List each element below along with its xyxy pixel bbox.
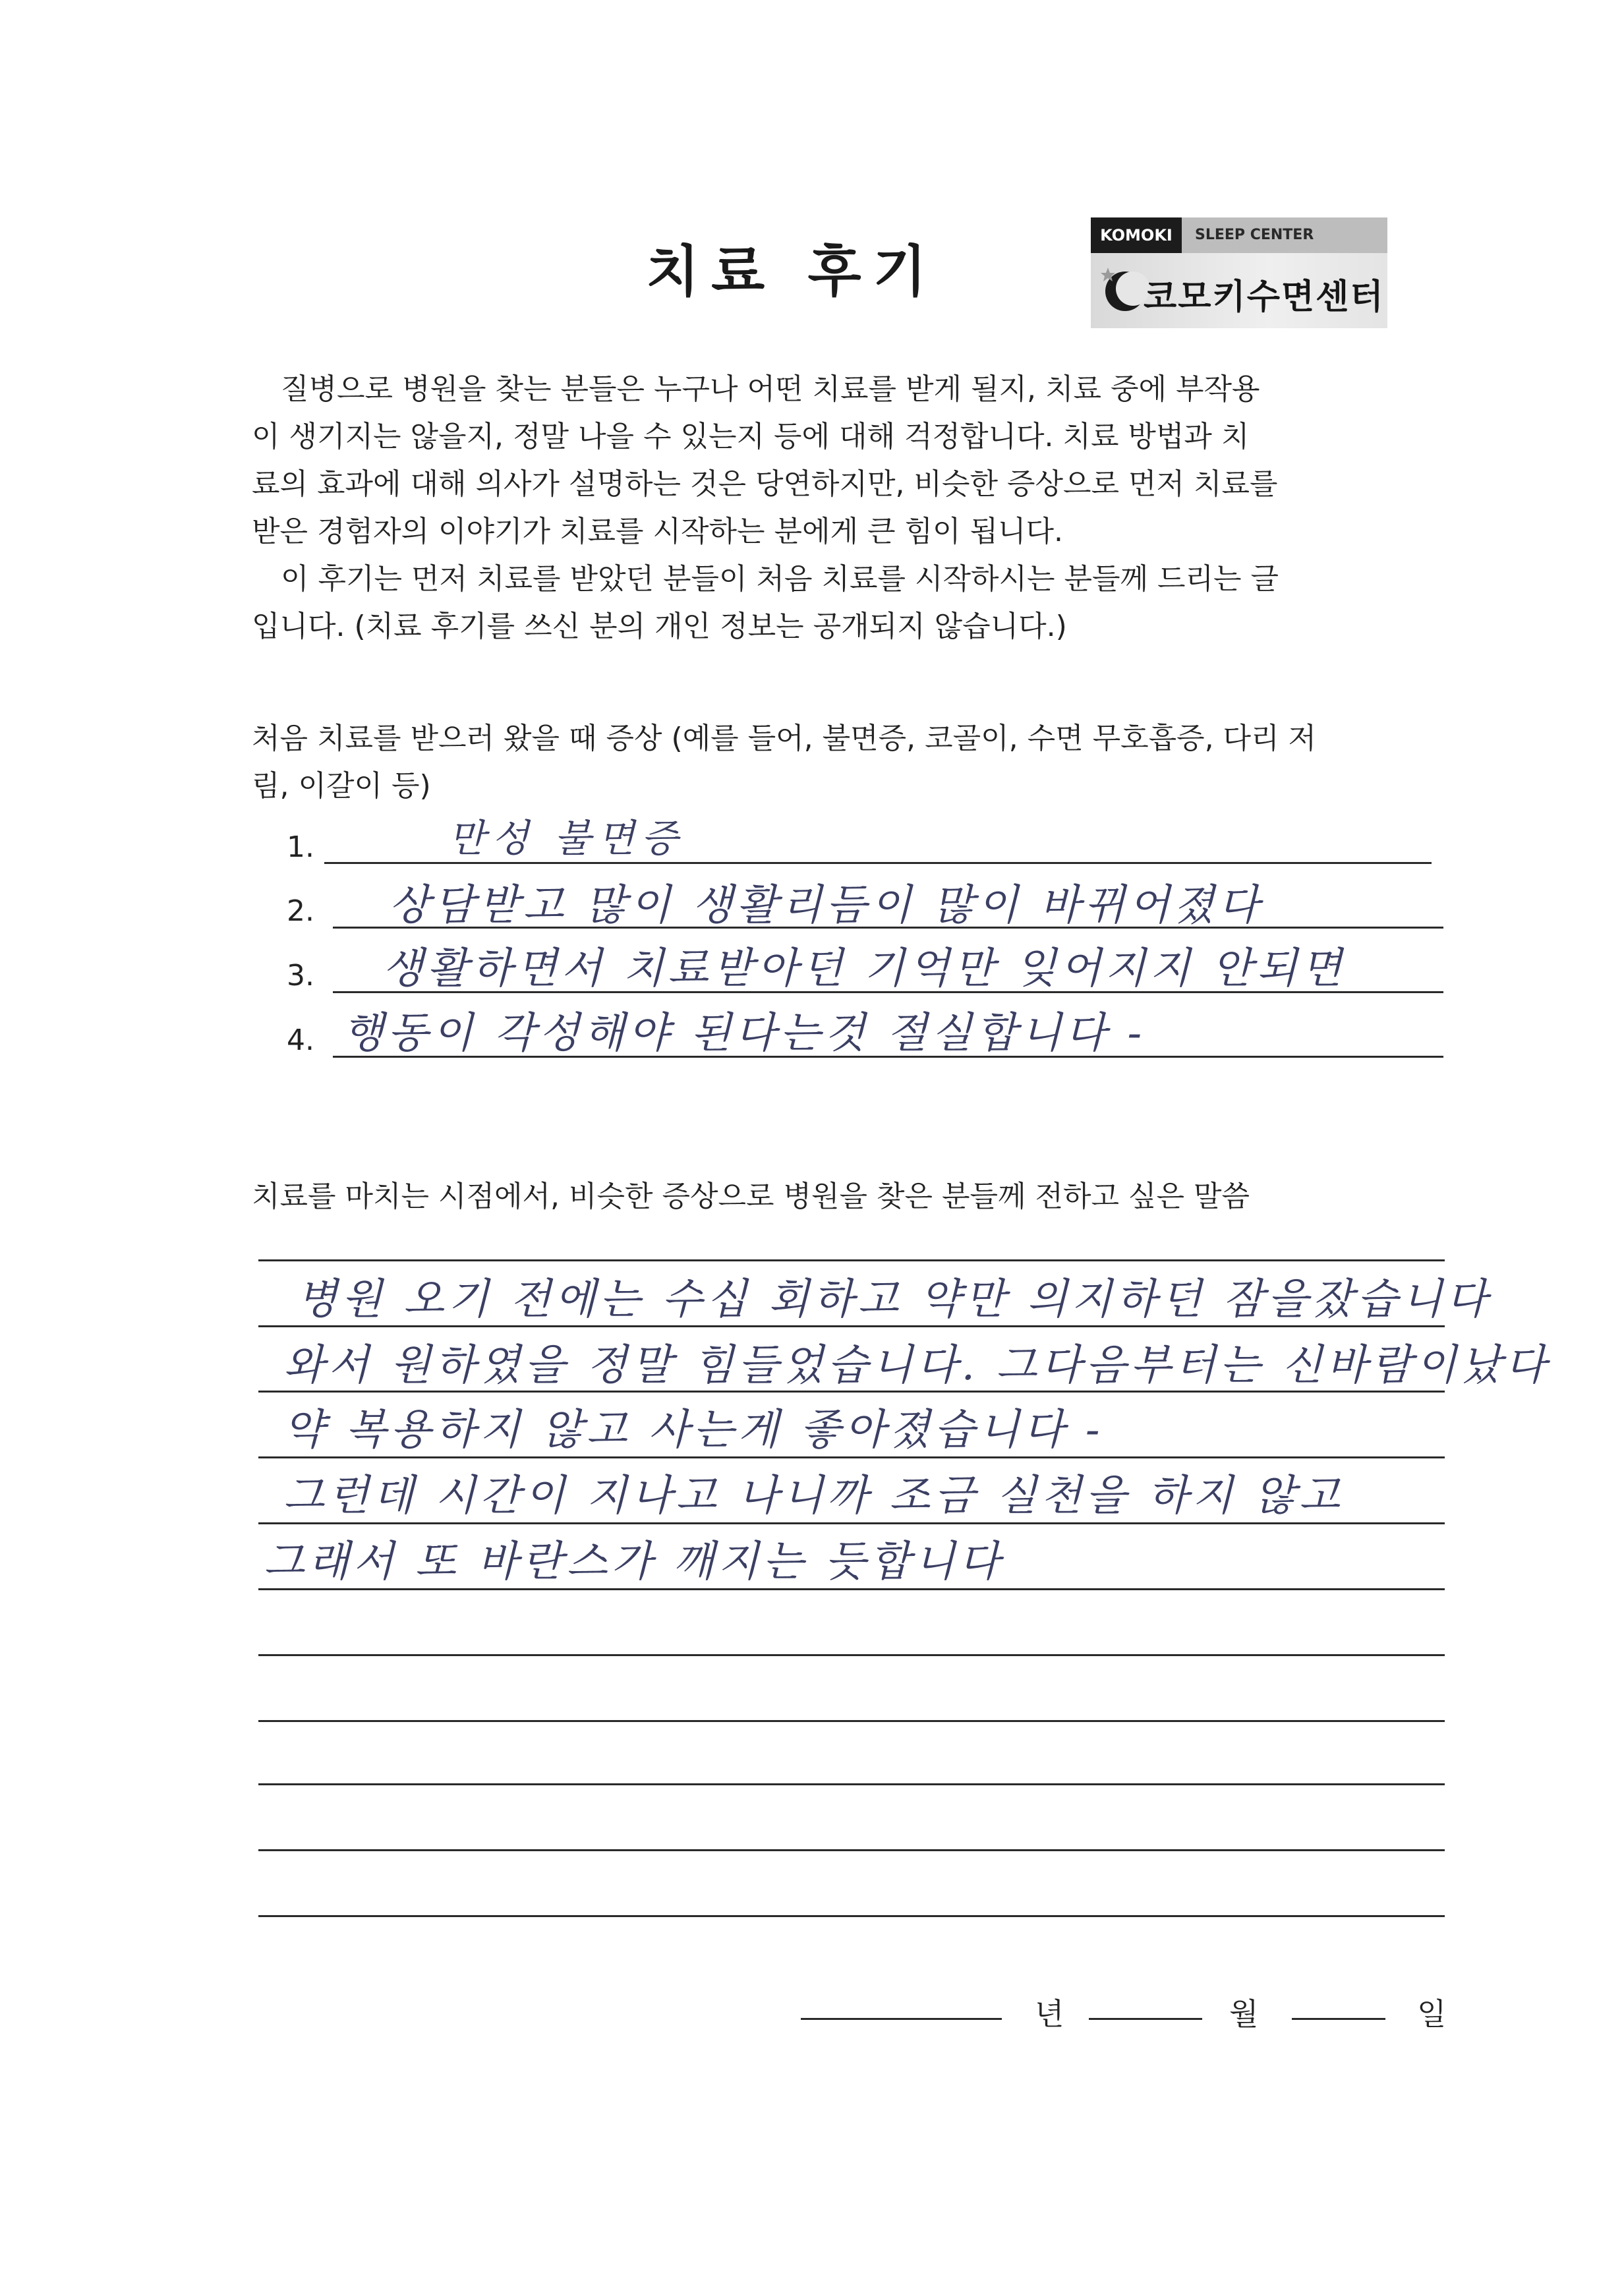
message-handwriting: 그런데 시간이 지나고 나니까 조금 실천을 하지 않고 xyxy=(283,1472,1344,1520)
message-line xyxy=(258,1849,1445,1851)
logo-en-right: SLEEP CENTER xyxy=(1195,227,1314,243)
day-blank xyxy=(1292,2018,1385,2020)
symptom-number: 1. xyxy=(287,830,314,864)
message-handwriting: 그래서 또 바란스가 깨지는 듯합니다 xyxy=(264,1538,1004,1586)
intro-line: 이 후기는 먼저 치료를 받았던 분들이 처음 치료를 시작하시는 분들께 드리는 글 xyxy=(281,562,1279,596)
year-blank xyxy=(801,2018,1002,2020)
message-top-line xyxy=(258,1259,1445,1261)
symptom-handwriting: 생활하면서 치료받아던 기억만 잊어지지 안되면 xyxy=(382,944,1346,993)
message-line xyxy=(258,1588,1445,1590)
message-handwriting: 약 복용하지 않고 사는게 좋아졌습니다 - xyxy=(283,1406,1104,1454)
symptom-number: 4. xyxy=(287,1023,314,1057)
intro-line: 받은 경험자의 이야기가 치료를 시작하는 분에게 큰 힘이 됩니다. xyxy=(252,515,1063,548)
symptom-number: 3. xyxy=(287,959,314,992)
symptoms-label-line: 처음 치료를 받으러 왔을 때 증상 (예를 들어, 불면증, 코골이, 수면 무호흡증, 다리 저 xyxy=(252,722,1317,755)
message-line xyxy=(258,1522,1445,1524)
message-line xyxy=(258,1456,1445,1458)
intro-line: 이 생기지는 않을지, 정말 나을 수 있는지 등에 대해 걱정합니다. 치료 방법과 치 xyxy=(252,420,1250,453)
intro-line: 입니다. (치료 후기를 쓰신 분의 개인 정보는 공개되지 않습니다.) xyxy=(252,610,1067,643)
message-label: 치료를 마치는 시점에서, 비슷한 증상으로 병원을 찾은 분들께 전하고 싶은 말씀 xyxy=(252,1180,1250,1213)
symptoms-label-line: 림, 이갈이 등) xyxy=(252,769,431,803)
komoki-logo xyxy=(1091,217,1387,328)
symptom-handwriting: 만성 불면증 xyxy=(448,816,685,861)
intro-paragraph xyxy=(252,366,1438,650)
intro-line: 질병으로 병원을 찾는 분들은 누구나 어떤 치료를 받게 될지, 치료 중에 부작용 xyxy=(281,372,1260,406)
month-blank xyxy=(1089,2018,1202,2020)
symptoms-label xyxy=(252,715,1316,810)
message-handwriting: 병원 오기 전에는 수십 회하고 약만 의지하던 잠을잤습니다 xyxy=(297,1275,1492,1324)
page-title: 치료 후기 xyxy=(646,239,939,304)
year-label: 년 xyxy=(1035,1996,1064,2032)
message-line xyxy=(258,1783,1445,1785)
day-label: 일 xyxy=(1417,1996,1447,2032)
message-line xyxy=(258,1654,1445,1656)
message-line xyxy=(258,1915,1445,1917)
logo-korean-name: 코모키수면센터 xyxy=(1144,277,1385,317)
message-line xyxy=(258,1720,1445,1722)
symptom-handwriting: 행동이 각성해야 된다는것 절실합니다 - xyxy=(343,1009,1146,1058)
message-handwriting: 와서 원하였을 정말 힘들었습니다. 그다음부터는 신바람이났다 xyxy=(283,1341,1550,1390)
symptom-handwriting: 상담받고 많이 생활리듬이 많이 바뀌어졌다 xyxy=(389,881,1263,930)
logo-en-left: KOMOKI xyxy=(1091,217,1182,253)
symptom-number: 2. xyxy=(287,894,314,928)
intro-line: 료의 효과에 대해 의사가 설명하는 것은 당연하지만, 비슷한 증상으로 먼저 치료를 xyxy=(252,467,1278,501)
month-label: 월 xyxy=(1229,1996,1259,2032)
